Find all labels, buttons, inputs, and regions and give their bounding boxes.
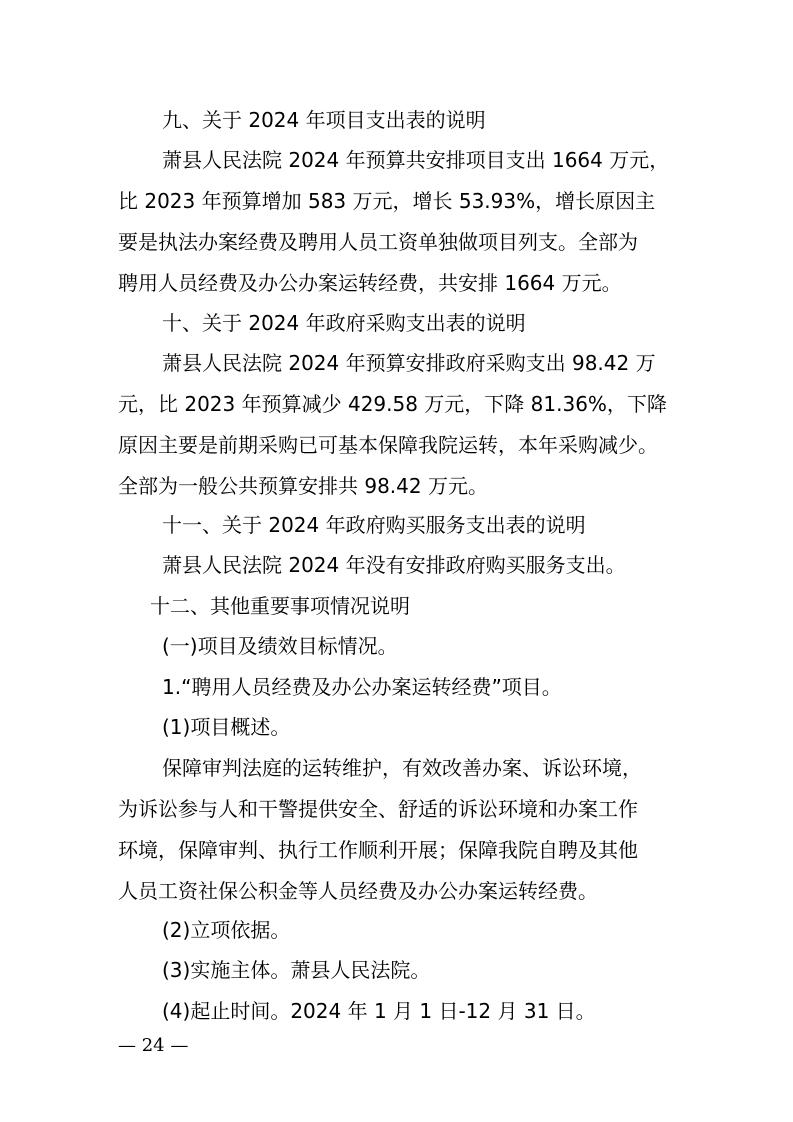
section-10-body xyxy=(118,346,688,503)
text-line: 要是执法办案经费及聘用人员工资单独做项目列支。全部为 xyxy=(118,230,638,254)
text-line: 十一、关于 2024 年政府购买服务支出表的说明 xyxy=(162,513,586,537)
text-line: 萧县人民法院 2024 年没有安排政府购买服务支出。 xyxy=(162,553,626,577)
text-line: 聘用人员经费及办公办案运转经费，共安排 1664 万元。 xyxy=(118,271,622,295)
text-line: 1.“聘用人员经费及办公办案运转经费”项目。 xyxy=(162,675,562,699)
text-line: (一)项目及绩效目标情况。 xyxy=(162,634,398,658)
section-12-overview-body xyxy=(118,751,688,908)
section-12-item-1 xyxy=(118,670,688,704)
page-number: — 24 — xyxy=(118,1035,189,1056)
text-line: (4)起止时间。2024 年 1 月 1 日-12 月 31 日。 xyxy=(162,999,596,1023)
section-12-time xyxy=(118,994,688,1028)
section-9-body xyxy=(118,143,688,300)
text-line: (2)立项依据。 xyxy=(162,918,291,942)
text-line: 为诉讼参与人和干警提供安全、舒适的诉讼环境和办案工作 xyxy=(118,797,638,821)
section-9-heading xyxy=(118,103,688,137)
text-line: 比 2023 年预算增加 583 万元，增长 53.93%，增长原因主 xyxy=(118,189,656,213)
section-12-entity xyxy=(118,953,688,987)
text-line: 萧县人民法院 2024 年预算安排政府采购支出 98.42 万 xyxy=(162,351,656,375)
text-line: 人员工资社保公积金等人员经费及办公办案运转经费。 xyxy=(118,879,598,903)
text-line: 环境，保障审判、执行工作顺利开展；保障我院自聘及其他 xyxy=(118,838,638,862)
section-11-body xyxy=(118,548,688,582)
section-11-heading xyxy=(118,508,688,542)
section-12-subheading xyxy=(118,629,688,663)
text-line: 保障审判法庭的运转维护，有效改善办案、诉讼环境， xyxy=(162,756,642,780)
text-line: 全部为一般公共预算安排共 98.42 万元。 xyxy=(118,474,488,498)
text-line: 九、关于 2024 年项目支出表的说明 xyxy=(162,108,486,132)
section-12-heading xyxy=(118,589,688,623)
text-line: 原因主要是前期采购已可基本保障我院运转，本年采购减少。 xyxy=(118,433,658,457)
text-line: 十、关于 2024 年政府采购支出表的说明 xyxy=(162,311,526,335)
section-12-basis xyxy=(118,913,688,947)
text-line: (3)实施主体。萧县人民法院。 xyxy=(162,958,431,982)
section-10-heading xyxy=(118,306,688,340)
text-line: 萧县人民法院 2024 年预算共安排项目支出 1664 万元， xyxy=(162,148,670,172)
text-line: 元，比 2023 年预算减少 429.58 万元，下降 81.36%，下降 xyxy=(118,392,667,416)
text-line: (1)项目概述。 xyxy=(162,715,291,739)
section-12-overview-heading xyxy=(118,710,688,744)
text-line: 十二、其他重要事项情况说明 xyxy=(150,594,410,618)
